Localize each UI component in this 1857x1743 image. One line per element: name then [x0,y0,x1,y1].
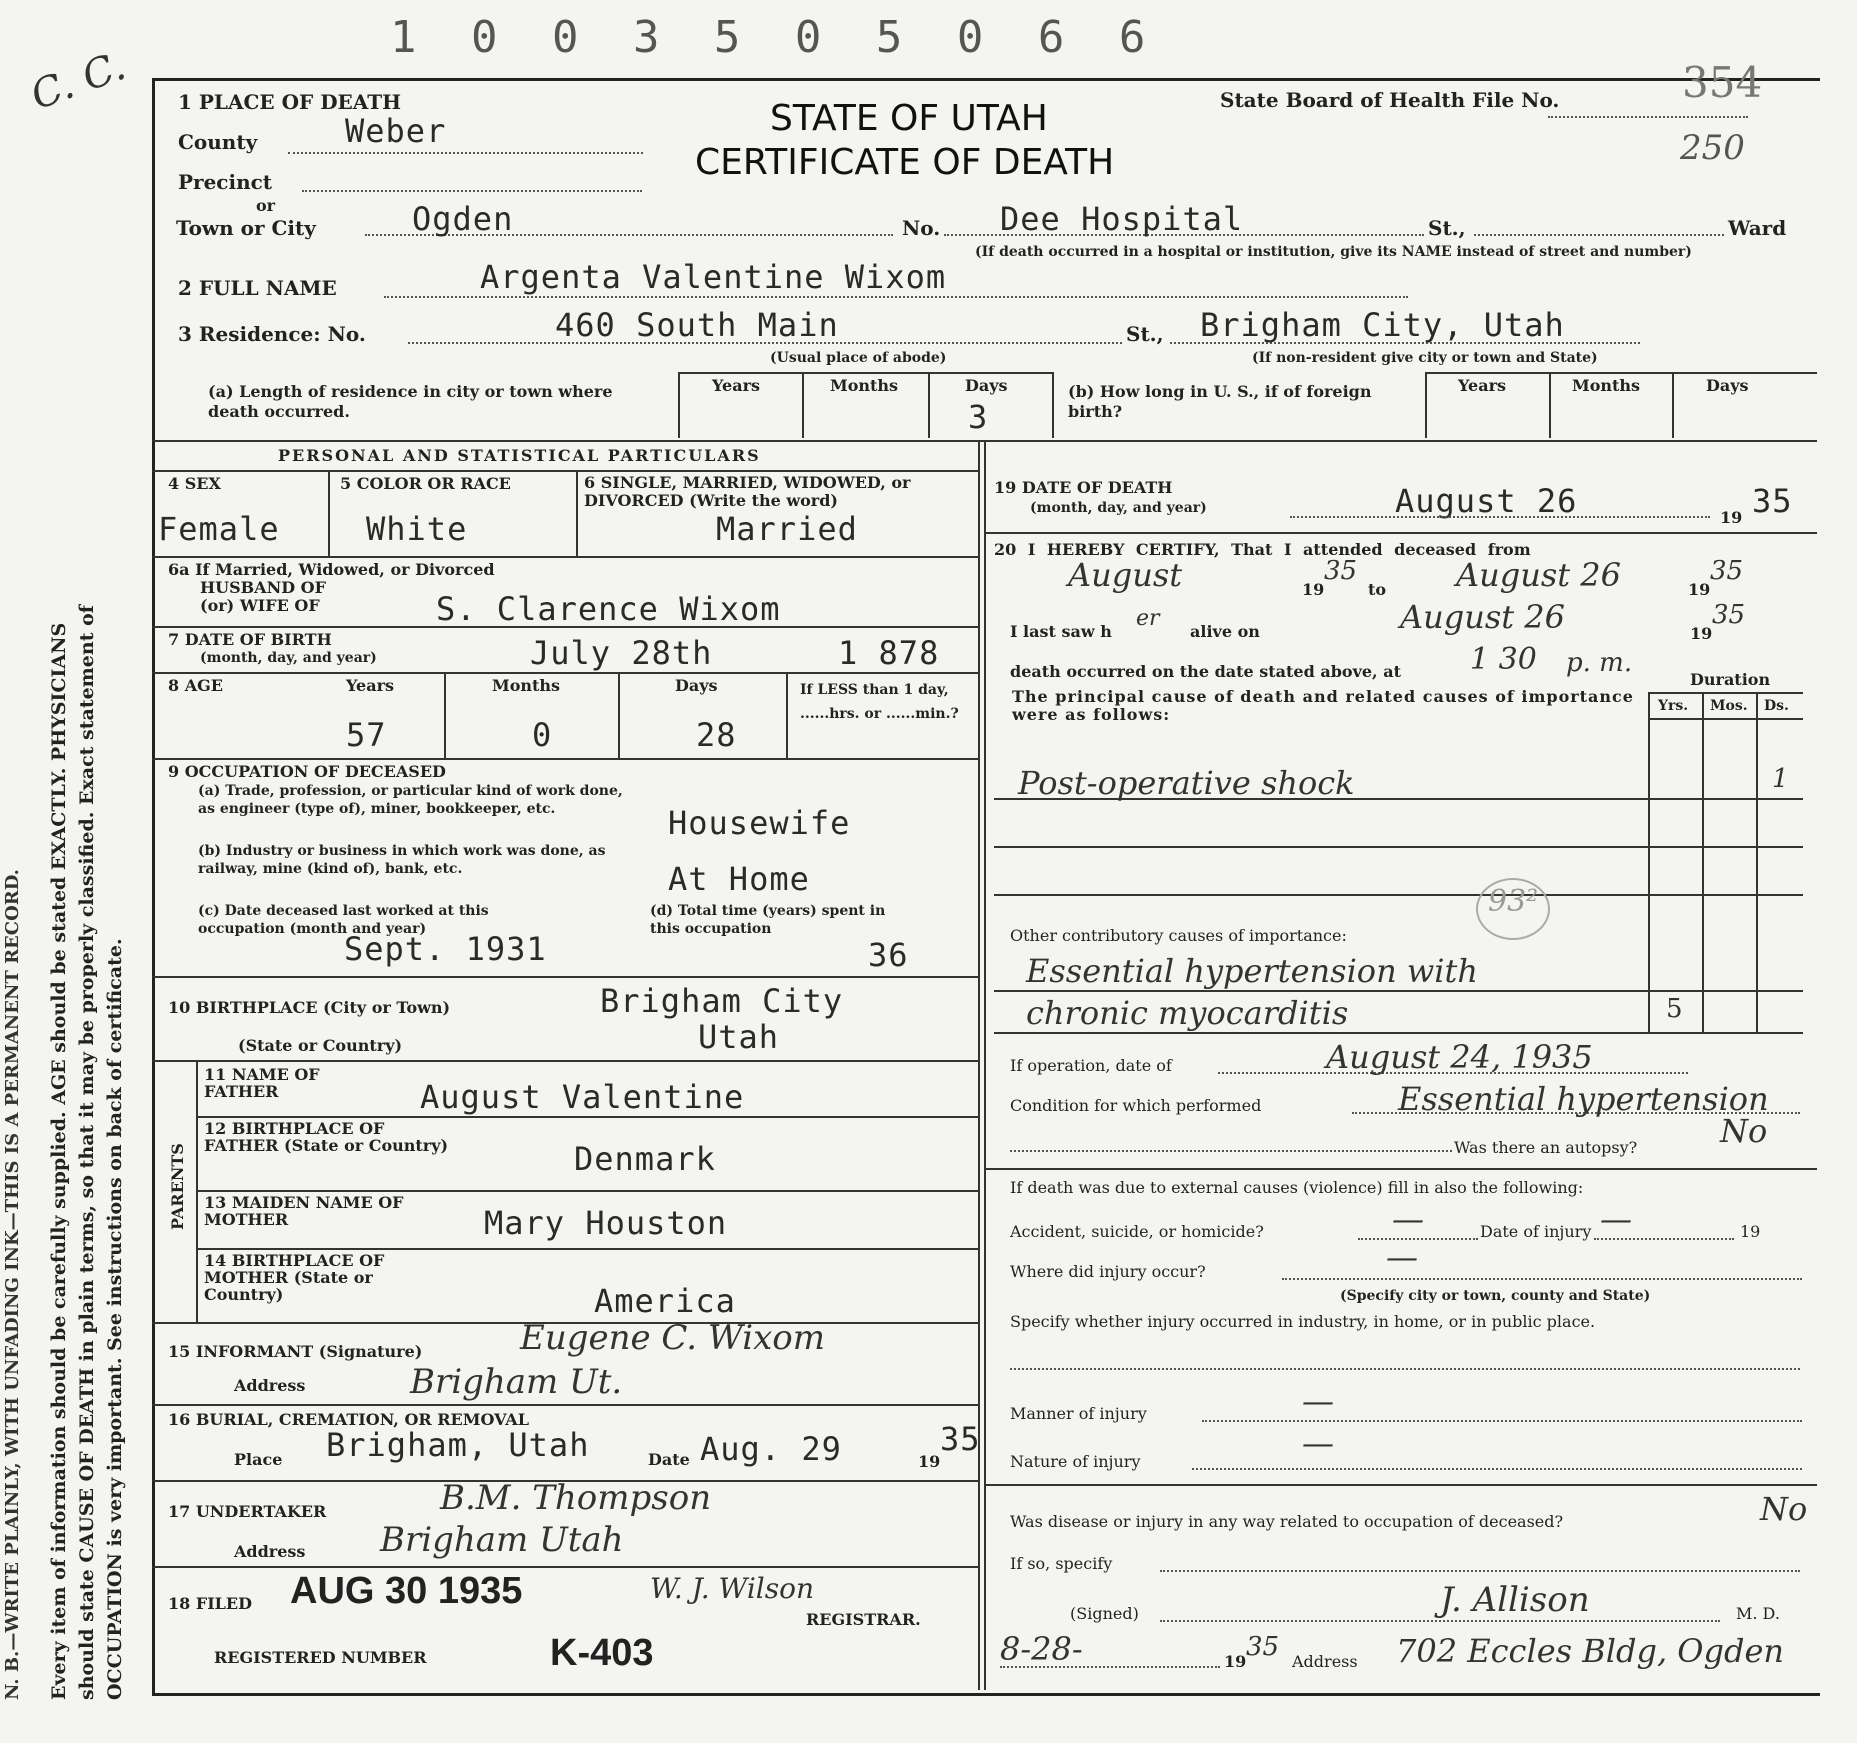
hospital-note: (If death occurred in a hospital or institution, give its NAME instead of street and number) [975,244,1692,260]
informant-signature: Eugene C. Wixom [520,1318,825,1358]
external-causes-label: If death was due to external causes (violence) fill in also the following: [1010,1178,1584,1197]
parents-side-label: PARENTS [168,1143,187,1230]
sig-year-prefix: 19 [1224,1652,1247,1671]
where-note: (Specify city or town, county and State) [1340,1288,1651,1304]
race-value: White [366,510,468,548]
principal-cause-label: The principal cause of death and related causes of importance were as follows: [1012,687,1634,724]
from-year: 35 [1324,556,1358,586]
burial-date-label: Date [648,1450,690,1469]
physician-address: 702 Eccles Bldg, Ogden [1396,1632,1785,1670]
res-years-label: Years [712,376,761,395]
burial-place: Brigham, Utah [326,1426,590,1464]
birthplace-city: Brigham City [600,982,844,1020]
where-value: — [1386,1238,1418,1276]
full-name-label: 2 FULL NAME [178,276,337,300]
race-label: 5 COLOR OR RACE [340,474,511,493]
title-certificate: CERTIFICATE OF DEATH [695,142,1115,183]
nature-label: Nature of injury [1010,1452,1141,1471]
birthplace-label: 10 BIRTHPLACE (City or Town) [168,998,451,1017]
father-bp-label: 12 BIRTHPLACE OF FATHER (State or Country) [204,1119,449,1155]
principal-cause: Post-operative shock [1018,764,1355,802]
occ-b-value: At Home [668,860,810,898]
to-year: 35 [1710,556,1744,586]
hospital-value: Dee Hospital [1000,200,1244,238]
county-label: County [178,130,258,154]
mother-bp-value: America [594,1282,736,1320]
related-label: Was disease or injury in any way related to occupation of deceased? [1010,1512,1564,1531]
occurred-label: death occurred on the date stated above, at [1010,662,1401,681]
foreign-birth-label: (b) How long in U. S., if of foreign birth? [1068,382,1372,421]
to-label: to [1368,580,1387,599]
other-cause-2: chronic myocarditis [1026,994,1349,1032]
birthplace-state: Utah [698,1018,780,1056]
county-value: Weber [345,112,447,150]
file-no: 354 [1682,58,1763,107]
marital-value: Married [716,510,858,548]
duration-label: Duration [1690,670,1771,689]
residence-city: Brigham City, Utah [1200,306,1565,344]
filed-stamp: AUG 30 1935 [290,1570,523,1612]
death-time: 1 30 [1470,642,1537,677]
nature-value: — [1302,1424,1334,1462]
occ-d-value: 36 [868,936,909,974]
occ-a-value: Housewife [668,804,851,842]
dur-mos-label: Mos. [1710,698,1748,714]
burial-label: 16 BURIAL, CREMATION, OR REMOVAL [168,1410,529,1429]
specify-label: Specify whether injury occurred in industry, in home, or in public place. [1010,1312,1596,1331]
related-value: No [1760,1490,1808,1528]
res-months-label: Months [830,376,899,395]
residence-street: 460 South Main [555,306,839,344]
age-label: 8 AGE [168,676,223,695]
side-note-2: Every item of information should be carefully supplied. AGE should be stated EXACTLY. PHYSICIANS [48,622,70,1700]
death-time-suffix: p. m. [1566,648,1633,678]
us-months-label: Months [1572,376,1641,395]
occ-c-value: Sept. 1931 [344,930,547,968]
file-no-label: State Board of Health File No. [1220,88,1560,112]
side-note-1: N. B.—WRITE PLAINLY, WITH UNFADING INK—THIS IS A PERMANENT RECORD. [2,869,23,1700]
injury-year-prefix: 19 [1740,1222,1761,1241]
ward-label: Ward [1728,216,1787,240]
dob-value: July 28th [530,634,713,672]
or-label: or [256,196,276,215]
full-name-value: Argenta Valentine Wixom [480,258,947,296]
undertaker-address-label: Address [234,1542,306,1561]
mother-label: 13 MAIDEN NAME OF MOTHER [204,1193,404,1229]
burial-year-prefix: 19 [918,1452,941,1471]
death-date-sub: (month, day, and year) [1030,500,1207,516]
where-label: Where did injury occur? [1010,1262,1206,1281]
occ-b-label: (b) Industry or business in which work was done, as railway, mine (kind of), bank, etc. [198,843,606,877]
corner-mark: C. C. [25,42,132,120]
other-cause-years: 5 [1666,994,1683,1024]
father-label: 11 NAME OF FATHER [204,1065,320,1101]
certify-text: 20 I HEREBY CERTIFY, That I attended deceased from [994,540,1531,559]
sex-label: 4 SEX [168,474,221,493]
us-years-label: Years [1458,376,1507,395]
attended-from: August [1068,556,1183,594]
occupation-label: 9 OCCUPATION OF DECEASED [168,762,446,781]
dob-label: 7 DATE OF BIRTH [168,630,332,649]
injury-date-value: — [1600,1200,1632,1238]
alive-on-label: alive on [1190,622,1260,641]
age-years-label: Years [346,676,395,695]
last-saw-suffix: er [1136,606,1160,631]
town-label: Town or City [176,216,316,240]
operation-date: August 24, 1935 [1326,1038,1593,1076]
marital-label: 6 SINGLE, MARRIED, WIDOWED, or DIVORCED (Write the word) [584,473,911,510]
age-months-label: Months [492,676,561,695]
nonresident-note: (If non-resident give city or town and State) [1252,350,1598,366]
physician-address-label: Address [1292,1652,1358,1671]
death-year-prefix: 19 [1720,508,1743,527]
alive-year: 35 [1712,600,1746,630]
side-note-3: should state CAUSE OF DEATH in plain terms, so that it may be properly classified. Exact statement of [76,605,98,1700]
age-days: 28 [696,716,737,754]
sig-year: 35 [1246,1632,1280,1662]
less-than-day: If LESS than 1 day, ......hrs. or ......min.? [800,682,959,722]
occ-c-label: (c) Date deceased last worked at this occupation (month and year) [198,903,489,937]
accident-label: Accident, suicide, or homicide? [1010,1222,1264,1241]
dob-sub: (month, day, and year) [200,650,377,666]
spouse-label-3: (or) WIFE OF [200,596,320,615]
no-label: No. [902,216,941,240]
age-years: 57 [346,716,387,754]
personal-heading: PERSONAL AND STATISTICAL PARTICULARS [278,446,761,465]
registrar-signature: W. J. Wilson [650,1572,814,1605]
death-date-label: 19 DATE OF DEATH [994,478,1173,497]
reg-number: K-403 [550,1632,654,1674]
age-days-label: Days [675,676,718,695]
res-days-value: 3 [968,398,989,436]
sex-value: Female [158,510,280,548]
reg-number-label: REGISTERED NUMBER [214,1648,427,1667]
burial-date: Aug. 29 [700,1430,842,1468]
from-year-prefix: 19 [1302,580,1325,599]
death-year: 35 [1752,482,1793,520]
undertaker-signature: B.M. Thompson [440,1478,712,1518]
side-note-4: OCCUPATION is very important. See instructions on back of certificate. [104,938,126,1700]
residence-label: 3 Residence: No. [178,322,366,346]
age-months: 0 [532,716,553,754]
occ-a-label: (a) Trade, profession, or particular kind of work done, as engineer (type of), miner, bookkeeper, etc. [198,783,623,817]
signed-label: (Signed) [1070,1604,1139,1623]
last-saw-label: I last saw h [1010,622,1112,641]
manner-value: — [1302,1382,1334,1420]
cause-code: 93² [1488,884,1539,919]
condition-value: Essential hypertension [1398,1080,1769,1118]
physician-signature: J. Allison [1440,1580,1590,1620]
father-bp-value: Denmark [574,1140,716,1178]
undertaker-address: Brigham Utah [380,1520,624,1560]
registrar-label: REGISTRAR. [806,1610,921,1629]
title-state: STATE OF UTAH [770,98,1048,139]
dur-yrs-label: Yrs. [1658,698,1689,714]
undertaker-label: 17 UNDERTAKER [168,1502,327,1521]
condition-label: Condition for which performed [1010,1096,1262,1115]
death-date: August 26 [1395,482,1578,520]
usual-abode-note: (Usual place of abode) [770,350,947,366]
mother-bp-label: 14 BIRTHPLACE OF MOTHER (State or Country) [204,1251,385,1304]
res-days-label: Days [965,376,1008,395]
occ-d-label: (d) Total time (years) spent in this occupation [650,903,886,937]
file-no-sub: 250 [1680,128,1745,168]
precinct-label: Precinct [178,170,273,194]
town-value: Ogden [412,200,514,238]
signature-date: 8-28- [1000,1630,1083,1668]
if-so-label: If so, specify [1010,1554,1113,1573]
to-year-prefix: 19 [1688,580,1711,599]
alive-date: August 26 [1400,598,1565,636]
filed-label: 18 FILED [168,1594,252,1613]
other-causes-label: Other contributory causes of importance: [1010,926,1347,945]
md-label: M. D. [1736,1604,1780,1623]
birthplace-state-label: (State or Country) [238,1036,403,1055]
spouse-label-1: 6a If Married, Widowed, or Divorced [168,560,495,579]
informant-address: Brigham Ut. [410,1362,623,1402]
st-label: St., [1428,216,1466,240]
residence-st-label: St., [1126,322,1164,346]
autopsy-value: No [1720,1112,1768,1150]
residence-length-label: (a) Length of residence in city or town where death occurred. [208,382,613,421]
principal-cause-days: 1 [1772,764,1789,794]
accident-value: — [1392,1200,1424,1238]
autopsy-label: Was there an autopsy? [1454,1138,1638,1157]
spouse-label-2: HUSBAND OF [200,578,326,597]
spouse-value: S. Clarence Wixom [436,590,781,628]
informant-label: 15 INFORMANT (Signature) [168,1342,423,1361]
informant-address-label: Address [234,1376,306,1395]
operation-label: If operation, date of [1010,1056,1172,1075]
injury-date-label: Date of injury [1480,1222,1592,1241]
mother-value: Mary Houston [484,1204,728,1242]
dob-year: 1 878 [838,634,940,672]
burial-place-label: Place [234,1450,283,1469]
dur-ds-label: Ds. [1764,698,1789,714]
father-value: August Valentine [420,1078,745,1116]
place-heading: 1 PLACE OF DEATH [178,90,401,114]
other-cause-1: Essential hypertension with [1026,952,1478,990]
alive-year-prefix: 19 [1690,624,1713,643]
manner-label: Manner of injury [1010,1404,1147,1423]
us-days-label: Days [1706,376,1749,395]
attended-to: August 26 [1456,556,1621,594]
burial-year: 35 [940,1420,981,1458]
serial-number: 1 0 0 3 5 0 5 0 6 6 [390,12,1160,63]
